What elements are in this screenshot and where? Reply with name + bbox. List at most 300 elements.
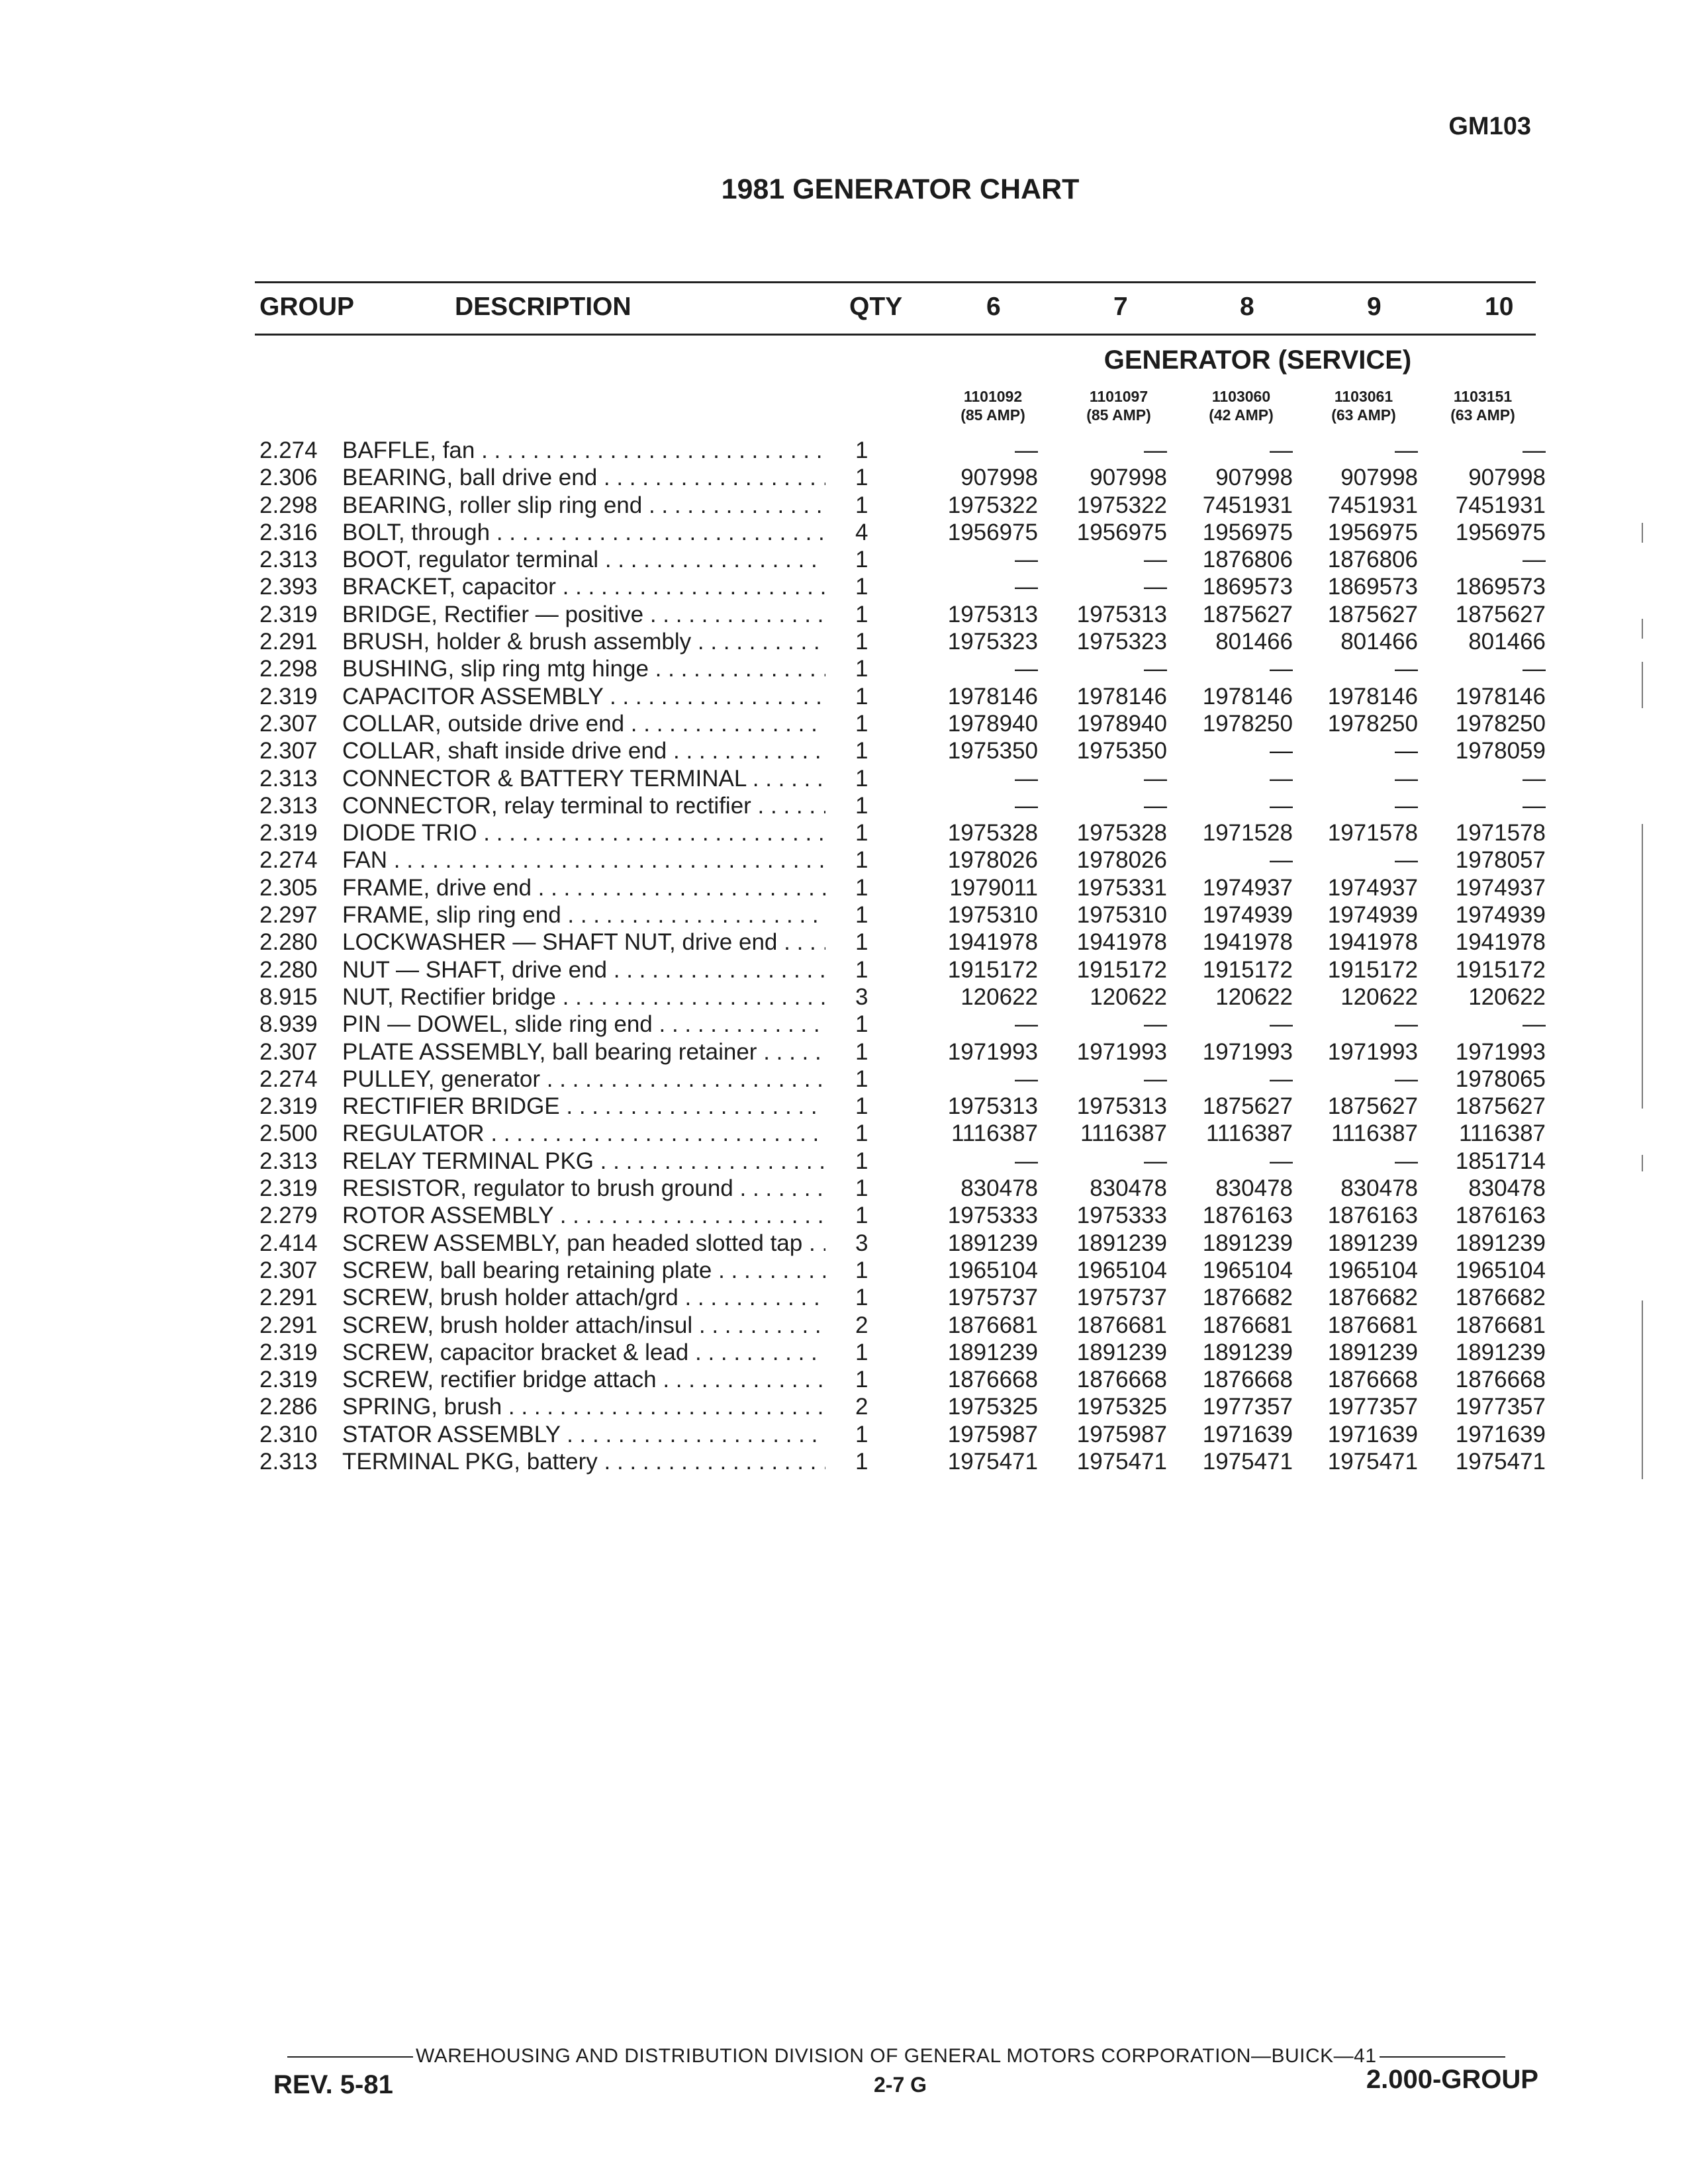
group-cell: 2.319 <box>259 1093 318 1120</box>
model-rating: (42 AMP) <box>1209 406 1274 424</box>
group-cell: 2.305 <box>259 874 318 901</box>
table-row <box>0 464 1688 491</box>
part-number-cell: 1915172 <box>1202 956 1293 983</box>
part-number-cell: 1891239 <box>1455 1230 1546 1256</box>
part-number-cell: — <box>1270 1148 1293 1174</box>
part-number-cell: 1974937 <box>1327 874 1418 901</box>
group-cell: 2.414 <box>259 1230 318 1256</box>
group-cell: 2.319 <box>259 601 318 627</box>
part-number-cell: 1876681 <box>1327 1312 1418 1338</box>
group-cell: 2.313 <box>259 1448 318 1475</box>
part-number-cell: 7451931 <box>1327 492 1418 518</box>
description-cell: BRIDGE, Rectifier — positive . . . <box>342 601 825 628</box>
model-number: 1101097 <box>1089 388 1149 405</box>
parts-table <box>0 437 1688 1475</box>
part-number-cell: — <box>1270 1011 1293 1038</box>
part-number-cell: 1979011 <box>949 874 1038 901</box>
model-number: 1101092 <box>963 388 1023 405</box>
part-number-cell: 1116387 <box>951 1120 1038 1147</box>
description-cell: NUT — SHAFT, drive end . . . <box>342 956 825 983</box>
part-number-cell: 1869573 <box>1327 574 1418 600</box>
part-number-cell: — <box>1270 656 1293 682</box>
part-number-cell: 1971578 <box>1327 820 1418 846</box>
part-number-cell: 907998 <box>1340 465 1418 491</box>
part-number-cell: 1978250 <box>1202 710 1293 737</box>
part-number-cell: 1956975 <box>1076 519 1167 545</box>
part-number-cell: 1974939 <box>1202 902 1293 929</box>
part-number-cell: 1975310 <box>1076 902 1167 929</box>
part-number-cell: 1975737 <box>1076 1285 1167 1311</box>
model-rating: (63 AMP) <box>1450 406 1515 424</box>
description-cell: BRUSH, holder & brush assembly . . . <box>342 628 825 655</box>
part-number-cell: — <box>1144 792 1167 819</box>
group-cell: 2.298 <box>259 656 318 682</box>
part-number-cell: 1975313 <box>947 1093 1038 1120</box>
part-number-cell: 1876163 <box>1327 1203 1418 1229</box>
qty-cell: 1 <box>855 629 868 655</box>
part-number-cell: 907998 <box>1215 465 1293 491</box>
description-cell: BOOT, regulator terminal . . . <box>342 546 825 573</box>
group-cell: 2.286 <box>259 1394 318 1420</box>
footer-rule-left <box>287 2056 413 2058</box>
part-number-cell: 1975471 <box>1327 1448 1418 1475</box>
qty-cell: 1 <box>855 1175 868 1202</box>
part-number-cell: — <box>1523 547 1546 573</box>
qty-cell: 1 <box>855 1011 868 1038</box>
qty-cell: 1 <box>855 574 868 600</box>
table-row <box>0 956 1688 983</box>
part-number-cell: 1116387 <box>1331 1120 1418 1147</box>
description-cell: BAFFLE, fan . . . <box>342 437 825 464</box>
description-cell: CAPACITOR ASSEMBLY . . . <box>342 683 825 710</box>
column-header-7: 7 <box>1113 293 1128 321</box>
part-number-cell: 1975322 <box>947 492 1038 518</box>
part-number-cell: — <box>1395 656 1418 682</box>
part-number-cell: 1876668 <box>947 1367 1038 1393</box>
part-number-cell: 1978065 <box>1455 1066 1546 1092</box>
description-cell: RELAY TERMINAL PKG . . . <box>342 1148 825 1175</box>
qty-cell: 1 <box>855 874 868 901</box>
model-rating: (85 AMP) <box>961 406 1025 424</box>
part-number-cell: 1875627 <box>1455 1093 1546 1120</box>
description-cell: ROTOR ASSEMBLY . . . <box>342 1202 825 1229</box>
part-number-cell: 1974937 <box>1455 874 1546 901</box>
part-number-cell: 1875627 <box>1327 1093 1418 1120</box>
part-number-cell: 1876682 <box>1202 1285 1293 1311</box>
group-cell: 2.280 <box>259 956 318 983</box>
part-number-cell: 1876806 <box>1327 547 1418 573</box>
table-row <box>0 1148 1688 1175</box>
description-cell: LOCKWASHER — SHAFT NUT, drive end . . . <box>342 929 825 956</box>
page-number: 2-7 G <box>874 2073 927 2097</box>
part-number-cell: 1956975 <box>1327 519 1418 545</box>
table-row <box>0 929 1688 956</box>
part-number-cell: — <box>1523 437 1546 463</box>
part-number-cell: 1975323 <box>1076 629 1167 655</box>
model-number: 1103060 <box>1211 388 1271 405</box>
part-number-cell: 1975328 <box>1076 820 1167 846</box>
part-number-cell: 830478 <box>1090 1175 1167 1202</box>
part-number-cell: 1975313 <box>1076 1093 1167 1120</box>
qty-cell: 1 <box>855 656 868 682</box>
group-cell: 2.280 <box>259 929 318 956</box>
group-cell: 2.319 <box>259 820 318 846</box>
part-number-cell: 1876681 <box>1076 1312 1167 1338</box>
table-row <box>0 1284 1688 1311</box>
model-rating: (63 AMP) <box>1331 406 1396 424</box>
description-cell: FRAME, slip ring end . . . <box>342 901 825 929</box>
part-number-cell: 1971639 <box>1327 1421 1418 1447</box>
part-number-cell: 830478 <box>1468 1175 1546 1202</box>
part-number-cell: 1978940 <box>947 710 1038 737</box>
part-number-cell: 1975325 <box>947 1394 1038 1420</box>
part-number-cell: 1971639 <box>1455 1421 1546 1447</box>
qty-cell: 1 <box>855 1367 868 1393</box>
part-number-cell: 1978146 <box>1076 683 1167 709</box>
table-row <box>0 437 1688 464</box>
part-number-cell: 1965104 <box>947 1257 1038 1283</box>
part-number-cell: — <box>1015 574 1038 600</box>
part-number-cell: — <box>1270 437 1293 463</box>
description-cell: BEARING, ball drive end . . . <box>342 464 825 491</box>
description-cell: BOLT, through . . . <box>342 519 825 546</box>
qty-cell: 1 <box>855 1148 868 1174</box>
model-header-7 <box>1062 387 1175 424</box>
qty-cell: 1 <box>855 847 868 874</box>
part-number-cell: 1975987 <box>947 1421 1038 1447</box>
part-number-cell: 830478 <box>1340 1175 1418 1202</box>
group-label: 2.000-GROUP <box>1366 2065 1538 2094</box>
header-top-rule <box>255 281 1536 283</box>
part-number-cell: 1975325 <box>1076 1394 1167 1420</box>
part-number-cell: 1971993 <box>1202 1038 1293 1065</box>
description-cell: CONNECTOR & BATTERY TERMINAL . . . <box>342 765 825 792</box>
qty-cell: 2 <box>855 1312 868 1338</box>
table-row <box>0 737 1688 764</box>
group-cell: 2.291 <box>259 1285 318 1311</box>
qty-cell: 1 <box>855 956 868 983</box>
margin-mark <box>1642 523 1643 543</box>
part-number-cell: 1971993 <box>1076 1038 1167 1065</box>
part-number-cell: 1978146 <box>1202 683 1293 709</box>
part-number-cell: 1915172 <box>1455 956 1546 983</box>
group-cell: 2.307 <box>259 1257 318 1283</box>
part-number-cell: 1975322 <box>1076 492 1167 518</box>
page-title: 1981 GENERATOR CHART <box>721 173 1080 205</box>
part-number-cell: 1876668 <box>1327 1367 1418 1393</box>
part-number-cell: 1876682 <box>1455 1285 1546 1311</box>
description-cell: CONNECTOR, relay terminal to rectifier . . . <box>342 792 825 819</box>
part-number-cell: — <box>1395 847 1418 874</box>
part-number-cell: 1876806 <box>1202 547 1293 573</box>
column-header-description: DESCRIPTION <box>455 293 632 321</box>
margin-mark <box>1642 662 1643 708</box>
table-row <box>0 1257 1688 1284</box>
part-number-cell: 1978146 <box>1455 683 1546 709</box>
qty-cell: 1 <box>855 820 868 846</box>
column-header-row <box>255 293 1536 331</box>
part-number-cell: 1975323 <box>947 629 1038 655</box>
table-row <box>0 1366 1688 1393</box>
part-number-cell: — <box>1395 1011 1418 1038</box>
part-number-cell: 1975471 <box>1202 1448 1293 1475</box>
part-number-cell: 1975471 <box>947 1448 1038 1475</box>
part-number-cell: 1116387 <box>1458 1120 1546 1147</box>
description-cell: SCREW, rectifier bridge attach . . . <box>342 1366 825 1393</box>
part-number-cell: 1956975 <box>947 519 1038 545</box>
part-number-cell: 1978026 <box>947 847 1038 874</box>
part-number-cell: 1965104 <box>1327 1257 1418 1283</box>
group-cell: 2.310 <box>259 1421 318 1447</box>
model-header-8 <box>1185 387 1297 424</box>
qty-cell: 1 <box>855 465 868 491</box>
part-number-cell: 1116387 <box>1205 1120 1293 1147</box>
qty-cell: 1 <box>855 1448 868 1475</box>
part-number-cell: 1876163 <box>1202 1203 1293 1229</box>
part-number-cell: 1978250 <box>1455 710 1546 737</box>
group-cell: 2.279 <box>259 1203 318 1229</box>
group-cell: 2.274 <box>259 437 318 463</box>
description-cell: REGULATOR . . . <box>342 1120 825 1147</box>
footer-division-text: WAREHOUSING AND DISTRIBUTION DIVISION OF GENERAL MOTORS CORPORATION—BUICK—41 <box>416 2045 1377 2067</box>
description-cell: BRACKET, capacitor . . . <box>342 573 825 600</box>
part-number-cell: 1977357 <box>1455 1394 1546 1420</box>
qty-cell: 2 <box>855 1394 868 1420</box>
part-number-cell: 1971639 <box>1202 1421 1293 1447</box>
part-number-cell: — <box>1523 765 1546 792</box>
part-number-cell: 1875627 <box>1455 601 1546 627</box>
part-number-cell: 830478 <box>1215 1175 1293 1202</box>
part-number-cell: — <box>1395 738 1418 764</box>
description-cell: BEARING, roller slip ring end . . . <box>342 492 825 519</box>
part-number-cell: — <box>1270 765 1293 792</box>
part-number-cell: 1978940 <box>1076 710 1167 737</box>
description-cell: PULLEY, generator . . . <box>342 1066 825 1093</box>
part-number-cell: 1915172 <box>947 956 1038 983</box>
table-row <box>0 601 1688 628</box>
margin-mark <box>1642 1300 1643 1479</box>
table-row <box>0 983 1688 1011</box>
part-number-cell: 1891239 <box>1076 1230 1167 1256</box>
part-number-cell: 1977357 <box>1202 1394 1293 1420</box>
table-row <box>0 1066 1688 1093</box>
qty-cell: 1 <box>855 547 868 573</box>
table-row <box>0 519 1688 546</box>
description-cell: TERMINAL PKG, battery . . . <box>342 1448 825 1475</box>
part-number-cell: — <box>1015 1011 1038 1038</box>
group-cell: 2.316 <box>259 519 318 545</box>
part-number-cell: 1975471 <box>1455 1448 1546 1475</box>
qty-cell: 1 <box>855 1257 868 1283</box>
part-number-cell: — <box>1395 792 1418 819</box>
part-number-cell: 1975313 <box>1076 601 1167 627</box>
model-header-10 <box>1427 387 1539 424</box>
table-row <box>0 765 1688 792</box>
table-row <box>0 1011 1688 1038</box>
part-number-cell: 801466 <box>1468 629 1546 655</box>
part-number-cell: — <box>1144 1066 1167 1092</box>
margin-mark <box>1642 619 1643 639</box>
part-number-cell: 1876681 <box>1202 1312 1293 1338</box>
qty-cell: 1 <box>855 492 868 518</box>
table-row <box>0 901 1688 929</box>
qty-cell: 1 <box>855 683 868 709</box>
part-number-cell: — <box>1144 656 1167 682</box>
part-number-cell: — <box>1144 765 1167 792</box>
group-cell: 2.319 <box>259 1339 318 1365</box>
table-row <box>0 1175 1688 1202</box>
group-cell: 8.915 <box>259 983 318 1010</box>
part-number-cell: — <box>1270 1066 1293 1092</box>
part-number-cell: 1869573 <box>1455 574 1546 600</box>
part-number-cell: 1975313 <box>947 601 1038 627</box>
table-row <box>0 1312 1688 1339</box>
part-number-cell: 1941978 <box>1455 929 1546 956</box>
part-number-cell: 907998 <box>1468 465 1546 491</box>
table-row <box>0 1093 1688 1120</box>
qty-cell: 1 <box>855 902 868 929</box>
description-cell: COLLAR, shaft inside drive end . . . <box>342 737 825 764</box>
group-cell: 2.291 <box>259 1312 318 1338</box>
part-number-cell: — <box>1015 656 1038 682</box>
part-number-cell: 1876681 <box>1455 1312 1546 1338</box>
part-number-cell: 1915172 <box>1076 956 1167 983</box>
margin-mark <box>1642 1155 1643 1171</box>
qty-cell: 1 <box>855 738 868 764</box>
part-number-cell: 1876682 <box>1327 1285 1418 1311</box>
footer-rule-right <box>1380 2056 1505 2058</box>
table-row <box>0 1120 1688 1147</box>
part-number-cell: 1891239 <box>1202 1339 1293 1365</box>
column-header-qty: QTY <box>849 293 903 321</box>
column-header-10: 10 <box>1485 293 1514 321</box>
part-number-cell: 1876668 <box>1202 1367 1293 1393</box>
part-number-cell: 1956975 <box>1455 519 1546 545</box>
description-cell: SCREW, brush holder attach/insul . . . <box>342 1312 825 1339</box>
part-number-cell: 1915172 <box>1327 956 1418 983</box>
part-number-cell: — <box>1395 437 1418 463</box>
part-number-cell: 1876163 <box>1455 1203 1546 1229</box>
description-cell: NUT, Rectifier bridge . . . <box>342 983 825 1011</box>
description-cell: RESISTOR, regulator to brush ground . . . <box>342 1175 825 1202</box>
part-number-cell: — <box>1144 574 1167 600</box>
part-number-cell: 907998 <box>961 465 1038 491</box>
part-number-cell: 1975737 <box>947 1285 1038 1311</box>
part-number-cell: — <box>1523 792 1546 819</box>
model-rating: (85 AMP) <box>1086 406 1151 424</box>
group-cell: 8.939 <box>259 1011 318 1038</box>
part-number-cell: — <box>1144 437 1167 463</box>
table-row <box>0 655 1688 682</box>
group-cell: 2.297 <box>259 902 318 929</box>
part-number-cell: 1971528 <box>1202 820 1293 846</box>
group-cell: 2.500 <box>259 1120 318 1147</box>
part-number-cell: 801466 <box>1215 629 1293 655</box>
table-row <box>0 683 1688 710</box>
part-number-cell: 801466 <box>1340 629 1418 655</box>
part-number-cell: 1891239 <box>1202 1230 1293 1256</box>
part-number-cell: 1941978 <box>947 929 1038 956</box>
part-number-cell: 1965104 <box>1455 1257 1546 1283</box>
part-number-cell: 1965104 <box>1202 1257 1293 1283</box>
part-number-cell: — <box>1144 1148 1167 1174</box>
part-number-cell: 1975333 <box>1076 1203 1167 1229</box>
table-row <box>0 546 1688 573</box>
table-row <box>0 792 1688 819</box>
part-number-cell: 1876681 <box>947 1312 1038 1338</box>
part-number-cell: — <box>1395 765 1418 792</box>
part-number-cell: — <box>1144 1011 1167 1038</box>
part-number-cell: 120622 <box>1468 983 1546 1010</box>
part-number-cell: 907998 <box>1090 465 1167 491</box>
part-number-cell: 1956975 <box>1202 519 1293 545</box>
part-number-cell: — <box>1015 1148 1038 1174</box>
model-header-6 <box>937 387 1049 424</box>
part-number-cell: 1876668 <box>1076 1367 1167 1393</box>
group-cell: 2.274 <box>259 1066 318 1092</box>
group-cell: 2.319 <box>259 1367 318 1393</box>
group-cell: 2.313 <box>259 792 318 819</box>
group-cell: 2.319 <box>259 1175 318 1202</box>
part-number-cell: 1978250 <box>1327 710 1418 737</box>
table-row <box>0 819 1688 846</box>
part-number-cell: — <box>1270 792 1293 819</box>
part-number-cell: 1941978 <box>1202 929 1293 956</box>
qty-cell: 1 <box>855 1421 868 1447</box>
part-number-cell: — <box>1015 437 1038 463</box>
group-cell: 2.319 <box>259 683 318 709</box>
generator-service-heading: GENERATOR (SERVICE) <box>1103 345 1412 375</box>
qty-cell: 1 <box>855 792 868 819</box>
part-number-cell: 1975310 <box>947 902 1038 929</box>
table-row <box>0 874 1688 901</box>
part-number-cell: 1977357 <box>1327 1394 1418 1420</box>
part-number-cell: 1891239 <box>1327 1230 1418 1256</box>
table-row <box>0 1038 1688 1066</box>
qty-cell: 3 <box>855 1230 868 1256</box>
model-number: 1103061 <box>1334 388 1393 405</box>
description-cell: FRAME, drive end . . . <box>342 874 825 901</box>
qty-cell: 1 <box>855 1038 868 1065</box>
part-number-cell: 1975987 <box>1076 1421 1167 1447</box>
group-cell: 2.306 <box>259 465 318 491</box>
qty-cell: 1 <box>855 437 868 463</box>
table-row <box>0 1202 1688 1229</box>
part-number-cell: 7451931 <box>1202 492 1293 518</box>
part-number-cell: 1971993 <box>1327 1038 1418 1065</box>
table-row <box>0 1339 1688 1366</box>
qty-cell: 1 <box>855 1066 868 1092</box>
part-number-cell: 120622 <box>1340 983 1418 1010</box>
part-number-cell: — <box>1395 1148 1418 1174</box>
part-number-cell: 1974937 <box>1202 874 1293 901</box>
group-cell: 2.313 <box>259 1148 318 1174</box>
group-cell: 2.307 <box>259 738 318 764</box>
model-number: 1103151 <box>1453 388 1513 405</box>
qty-cell: 1 <box>855 929 868 956</box>
part-number-cell: 1978026 <box>1076 847 1167 874</box>
qty-cell: 1 <box>855 601 868 627</box>
description-cell: STATOR ASSEMBLY . . . <box>342 1421 825 1448</box>
revision-label: REV. 5-81 <box>273 2070 393 2099</box>
part-number-cell: 7451931 <box>1455 492 1546 518</box>
part-number-cell: 120622 <box>1090 983 1167 1010</box>
table-row <box>0 846 1688 874</box>
part-number-cell: — <box>1015 765 1038 792</box>
part-number-cell: 1975471 <box>1076 1448 1167 1475</box>
part-number-cell: 1978057 <box>1455 847 1546 874</box>
group-cell: 2.274 <box>259 847 318 874</box>
